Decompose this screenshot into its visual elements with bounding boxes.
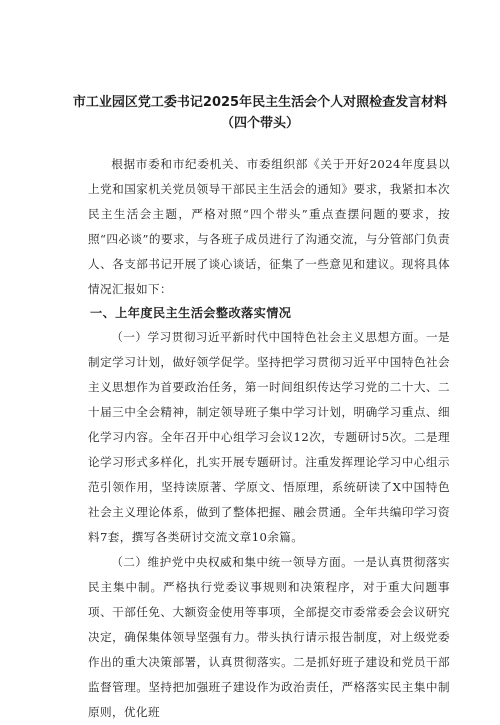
body-paragraph-1: （一）学习贯彻习近平新时代中国特色社会主义思想方面。一是制定学习计划，做好领学促学。坚持把学习贯彻习近平中国特色社会主义思想作为首要政治任务，第一时间组织传达学习党的二十大、二十届三中全会精神，制定领导班子集中学习计划，明确学习重点、细化学习内容。全年召开中心组学习会议12次，专题研讨5次。二是理论学习形式多样化，扎实开展专题研讨。注重发挥理论学习中心组示范引领作用，坚持读原著、学原文、悟原理，系统研读了X中国特色社会主义理论体系，做到了整体把握、融会贯通。全年共编印学习资料7套，撰写各类研讨交流文章10余篇。 (88, 330, 450, 544)
intro-paragraph: 根据市委和市纪委机关、市委组织部《关于开好2024年度县以上党和国家机关党员领导干部民主生活会的通知》要求，我紧扣本次民主生活会主题，严格对照“四个带头”重点查摆问题的要求，按照“四必谈”的要求，与各班子成员进行了沟通交流，与分管部门负责人、各支部书记开展了谈心谈话，征集了一些意见和建议。现将具体情况汇报如下： (88, 157, 450, 296)
body-paragraph-2: （二）维护党中央权威和集中统一领导方面。一是认真贯彻落实民主集中制。严格执行党委议事规则和决策程序，对于重大问题事项、干部任免、大额资金使用等事项，全部提交市委常委会会议研究决定，确保集体领导坚强有力。带头执行请示报告制度，对上级党委作出的重大决策部署，认真贯彻落实。二是抓好班子建设和党员干部监督管理。坚持把加强班子建设作为政治责任，严格落实民主集中制原则，优化班 (88, 555, 450, 719)
document-title (60, 92, 460, 134)
section-heading: 一、上年度民主生活会整改落实情况 (90, 306, 292, 320)
title-line-1: 市工业园区党工委书记2025年民主生活会个人对照检查发言材料 (72, 95, 448, 110)
title-line-2: （四个带头） (220, 116, 299, 131)
document-body (88, 152, 450, 725)
